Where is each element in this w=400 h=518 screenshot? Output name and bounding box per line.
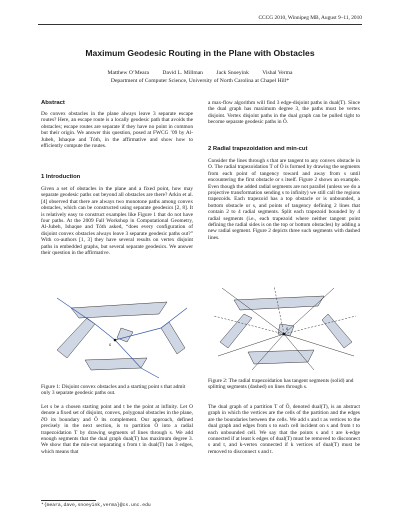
figure-2 (214, 286, 356, 372)
abstract-heading: Abstract (41, 100, 65, 106)
dual-graph-text: The dual graph of a partition T of Ō, denoted dual(T), is an abstract graph in which the vertices are the cells of the partition and the edges are the boundaries between the cells. We add s and t as vertices to the dual graph and edges from s to each cell incident on s and from t to each unbounded cell. We say that the points s and t are k-edge connected if at least k edges of dual(T) must be removed to disconnect s and t, and k-vertex connected if k vertices of dual(T) must be removed to disconnect s and t. (208, 404, 360, 455)
fig1-obstacle-small (117, 328, 133, 342)
intro-text-2: Let s be a chosen starting point and t be the point at infinity. Let O denote a fixed set of disjoint, convex, polygonal obstacles in the plane, ∂O its boundary and Ō its complement. Our approach, defined precisely in the next section, is to partition Ō into a radial trapezoidation T by drawing segments of lines through s. We add enough segments that the dual graph dual(T) has maximum degree 3. We show that the min-cut separating s from t in dual(T) has 3 edges, which means that (41, 404, 193, 455)
fig1-obstacle-left (57, 318, 95, 358)
abstract-text: Do convex obstacles in the plane always leave 3 separate escape routes? Here, an escape route is a locally geodesic path that avoids the obstacles; escape routes are separate if they have no point in common but their origin. We answer this question, posed at FWCG ’09 by Al-Jubeh, Ishaque and Tóth, in the affirmative and show how to efficiently compute the routes. (41, 111, 193, 150)
author-1: Matthew O’Meara (107, 70, 150, 76)
running-header: CCCG 2010, Winnipeg MB, August 9–11, 2010 (258, 15, 362, 21)
intro-heading: 1 Introduction (41, 174, 81, 180)
fig2-segment-solid (222, 288, 284, 334)
section-2-heading: 2 Radial trapezoidation and min-cut (208, 146, 308, 152)
figure-2-caption: Figure 2: The radial trapezoidation has tangent segments (solid) and splitting segments (dashed) on lines through s. (208, 378, 354, 391)
author-4: Vishal Verma (262, 70, 293, 76)
figure-1-caption: Figure 1: Disjoint convex obstacles and a starting point s that admit only 3 separate geodesic paths out. (41, 384, 186, 397)
paper-title: Maximum Geodesic Routing in the Plane with Obstacles (85, 48, 315, 58)
footnote: *{meara,dave,snoeyink,verma}@cs.unc.edu (41, 503, 151, 508)
figure-1 (49, 288, 189, 378)
fig2-segment-dashed (284, 316, 356, 334)
fig2-obstacle-right (322, 314, 352, 348)
fig2-start-point (283, 333, 286, 336)
affiliation: Department of Computer Science, University of North Carolina at Chapel Hill* (110, 78, 290, 84)
author-3: Jack Snoeyink (216, 70, 249, 76)
fig2-obstacle-top (234, 296, 324, 310)
fig2-segment-dashed (274, 286, 284, 334)
fig1-label-s: s (109, 343, 111, 348)
fig2-obstacle-bottom (248, 350, 314, 364)
fig2-obstacle-left (220, 314, 252, 348)
fig1-obstacle-right (161, 322, 185, 354)
fig1-obstacle-top (71, 302, 167, 318)
footnote-rule (41, 500, 96, 501)
author-list (0, 70, 400, 76)
header-rule (38, 24, 362, 25)
continued-text: a max-flow algorithm will find 3 edge-disjoint paths in dual(T). Since the dual graph has maximum degree 3, the paths must be vertex disjoint. Vertex disjoint paths in the dual graph can be pulled tight to become separate geodesic paths in Ō. (208, 100, 360, 126)
section-2-text: Consider the lines through s that are tangent to any convex obstacle in O. The radial trapezoidation T of Ō is formed by drawing the segments from each point of tangency toward and away from s until encountering the first obstacle or s itself. Figure 2 shows an example. Even though the added radial segments are not parallel (unless we do a projective transformation sending s to infinity) we still call the regions trapezoids. Each trapezoid has a top obstacle or is unbounded, a bottom obstacle or s, and points of tangency defining 2 lines that contain 2 to 4 radial segments. Split each trapezoid bounded by 4 radial segments (i.e., each trapezoid where neither tangent point defining the radial sides is on the top or bottom obstacles) by adding a new radial segment. Figure 2 depicts three such segments with dashed lines. (208, 158, 360, 241)
fig2-label-s: s (286, 327, 288, 332)
intro-text: Given a set of obstacles in the plane and a fixed point, how may separate geodesic paths out beyond all obstacles are there? Arkin et al. [4] observed that there are always two monotone paths among convex obstacles, which can be constructed using separate geodesics [2, 8]. It is relatively easy to construct examples like Figure 1 that do not have four paths. At the 2009 Fall Workshop in Computational Geometry, Al-Jubeh, Ishaque and Tóth asked, “does every configuration of disjoint convex obstacles always leave 3 separate geodesic paths out?” With co-authors [1, 3] they have several results on vertex disjoint paths in embedded graphs, but several separate geodesics. We answer their question in the affirmative. (41, 186, 193, 257)
author-2: David L. Millman (162, 70, 203, 76)
fig1-start-point (114, 339, 117, 342)
fig2-segment-solid (284, 288, 334, 334)
